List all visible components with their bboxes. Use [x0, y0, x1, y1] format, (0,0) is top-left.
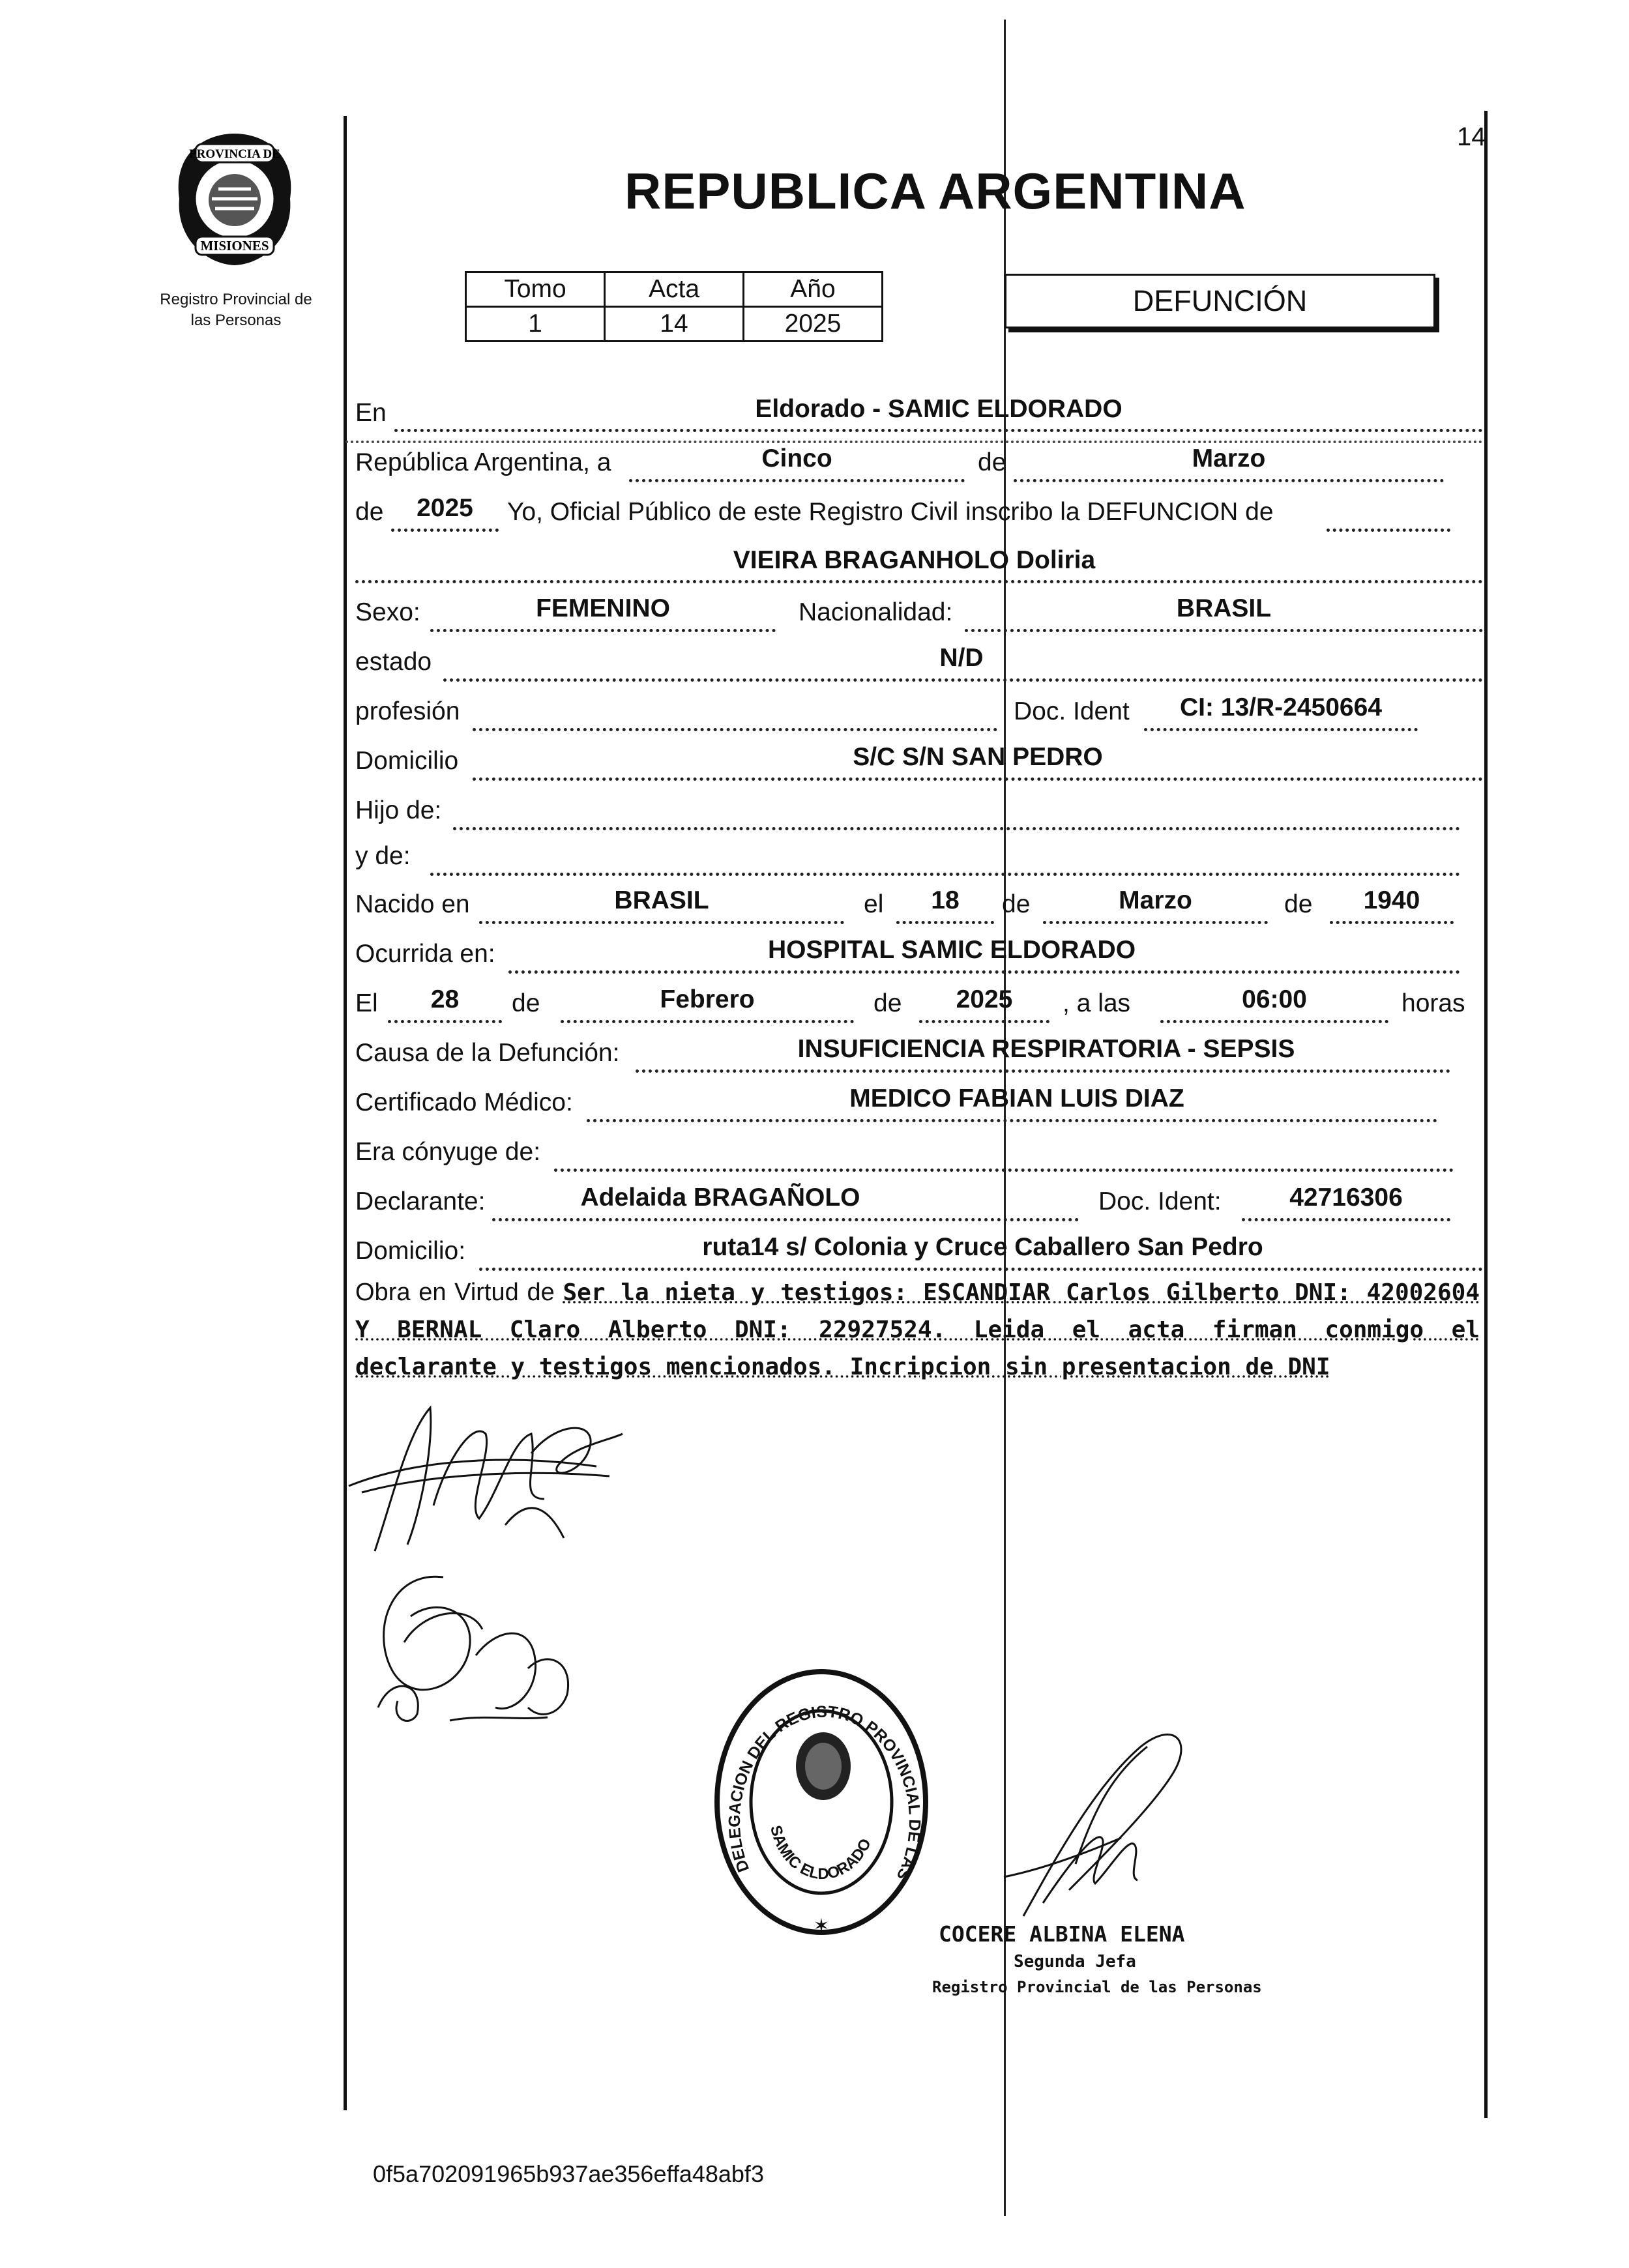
day-dots — [629, 479, 965, 482]
birth-year-value: 1940 — [1363, 886, 1420, 914]
death-de2-label: de — [873, 989, 902, 1017]
issuer-name-line1: Registro Provincial de — [160, 291, 312, 308]
declarant-signature — [336, 1395, 629, 1564]
estado-dots — [443, 678, 1483, 682]
right-border-line — [1484, 111, 1488, 2118]
causa-dots — [636, 1069, 1450, 1073]
death-month-value: Febrero — [660, 985, 755, 1013]
birth-day-dots — [896, 921, 994, 924]
de-label: de — [978, 448, 1006, 476]
profesion-label: profesión — [355, 697, 460, 725]
statement-text: Yo, Oficial Público de este Registro Civil inscribo la DEFUNCION de — [507, 498, 1274, 526]
profesion-dots — [473, 728, 997, 731]
certificado-label: Certificado Médico: — [355, 1088, 573, 1116]
birth-year-dots — [1330, 921, 1454, 924]
ref-value-tomo: 1 — [466, 307, 605, 342]
death-day-dots — [388, 1020, 502, 1023]
separator — [345, 441, 1483, 443]
ref-value-anio: 2025 — [744, 307, 883, 342]
a-las-label: , a las — [1063, 989, 1131, 1017]
causa-label: Causa de la Defunción: — [355, 1039, 620, 1067]
declarante-doc-value: 42716306 — [1289, 1184, 1403, 1212]
birth-day-value: 18 — [931, 886, 960, 914]
name-dots — [355, 580, 1483, 583]
month-value: Marzo — [1192, 444, 1266, 472]
witness-signature — [365, 1558, 587, 1734]
estado-value: N/D — [939, 644, 984, 672]
declarante-dots — [492, 1218, 1079, 1221]
declarante-doc-label: Doc. Ident: — [1098, 1187, 1222, 1215]
el-label: el — [864, 890, 884, 918]
death-day-value: 28 — [430, 985, 460, 1013]
death-time-dots — [1160, 1020, 1388, 1023]
ocurrida-dots — [508, 970, 1460, 974]
officer-name: COCERE ALBINA ELENA — [939, 1921, 1185, 1947]
horas-label: horas — [1402, 989, 1465, 1017]
year-dots — [391, 529, 499, 532]
domicilio-value: S/C S/N SAN PEDRO — [853, 743, 1103, 771]
de-year-label: de — [355, 498, 384, 526]
nacido-en-value: BRASIL — [614, 886, 709, 914]
official-stamp — [707, 1662, 935, 1949]
document-hash: 0f5a702091965b937ae356effa48abf3 — [373, 2160, 764, 2187]
reference-table — [465, 271, 883, 342]
en-value: Eldorado - SAMIC ELDORADO — [755, 395, 1123, 423]
sexo-dots — [430, 629, 776, 632]
domicilio-dots — [473, 778, 1483, 781]
officer-office: Registro Provincial de las Personas — [932, 1978, 1262, 1996]
left-border-line — [344, 116, 347, 2110]
statement-dots — [1327, 529, 1450, 532]
province-seal — [166, 127, 303, 270]
domicilio2-value: ruta14 s/ Colonia y Cruce Caballero San Pedro — [702, 1233, 1263, 1261]
certificado-dots — [587, 1119, 1437, 1122]
ocurrida-value: HOSPITAL SAMIC ELDORADO — [767, 936, 1136, 964]
document-type-box: DEFUNCIÓN — [1005, 274, 1435, 328]
sexo-value: FEMENINO — [536, 594, 670, 622]
obra-text: Ser la nieta y testigos: ESCANDIAR Carlos Gilberto DNI: 42002604 Y BERNAL Claro Alberto DNI: 22927524. Leida el acta firman conmigo el declarante y testigos mencionados. Incripcion sin presentacion de DNI — [355, 1279, 1480, 1380]
doc-ident-value: CI: 13/R-2450664 — [1179, 693, 1383, 721]
birth-month-dots — [1043, 921, 1268, 924]
year-value: 2025 — [417, 494, 473, 522]
death-de-label: de — [512, 989, 540, 1017]
ref-value-acta: 14 — [605, 307, 744, 342]
seal-text-top: PROVINCIA DE — [189, 147, 280, 161]
en-dots — [394, 429, 1483, 432]
declarante-label: Declarante: — [355, 1187, 486, 1215]
declarante-doc-dots — [1242, 1218, 1450, 1221]
officer-signature — [997, 1708, 1193, 1929]
nacido-label: Nacido en — [355, 890, 470, 918]
obra-label: Obra en Virtud de — [355, 1279, 555, 1306]
birth-de2-label: de — [1284, 890, 1313, 918]
causa-value: INSUFICIENCIA RESPIRATORIA - SEPSIS — [797, 1035, 1295, 1063]
declarante-value: Adelaida BRAGAÑOLO — [580, 1184, 860, 1212]
obra-paragraph — [355, 1274, 1480, 1386]
nacido-dots — [479, 921, 844, 924]
ref-header-tomo: Tomo — [466, 272, 605, 307]
month-dots — [1014, 479, 1444, 482]
birth-month-value: Marzo — [1119, 886, 1192, 914]
republica-label: República Argentina, a — [355, 448, 611, 476]
en-label: En — [355, 399, 387, 427]
officer-role: Segunda Jefa — [1014, 1952, 1136, 1971]
doc-ident-label: Doc. Ident — [1014, 697, 1130, 725]
seal-text-bottom: MISIONES — [200, 238, 269, 254]
certificado-value: MEDICO FABIAN LUIS DIAZ — [849, 1084, 1184, 1112]
estado-label: estado — [355, 648, 432, 676]
sexo-label: Sexo: — [355, 598, 420, 626]
domicilio2-dots — [479, 1268, 1483, 1271]
nacionalidad-value: BRASIL — [1176, 594, 1272, 622]
domicilio2-label: Domicilio: — [355, 1237, 466, 1265]
ref-header-anio: Año — [744, 272, 883, 307]
page-number: 14 — [1457, 123, 1486, 151]
svg-text:✶: ✶ — [813, 1915, 830, 1937]
y-de-dots — [430, 873, 1460, 876]
death-month-dots — [561, 1020, 854, 1023]
death-year-dots — [919, 1020, 1049, 1023]
nacionalidad-label: Nacionalidad: — [799, 598, 953, 626]
stamp-ring-text: DELEGACION DEL REGISTRO PROVINCIAL DE LAS — [725, 1702, 924, 1883]
stamp-inner-text: SAMIC ELDORADO — [767, 1824, 875, 1883]
deceased-name-value: VIEIRA BRAGANHOLO Doliria — [733, 546, 1096, 574]
birth-de-label: de — [1002, 890, 1031, 918]
nacionalidad-dots — [965, 629, 1483, 632]
day-words-value: Cinco — [761, 444, 832, 472]
doc-ident-dots — [1144, 728, 1418, 731]
ocurrida-label: Ocurrida en: — [355, 940, 495, 968]
ref-header-acta: Acta — [605, 272, 744, 307]
conyuge-dots — [554, 1169, 1454, 1172]
hijo-dots — [453, 827, 1460, 830]
el-death-label: El — [355, 989, 378, 1017]
conyuge-label: Era cónyuge de: — [355, 1138, 541, 1166]
death-year-value: 2025 — [956, 985, 1013, 1013]
hijo-label: Hijo de: — [355, 796, 442, 824]
y-de-label: y de: — [355, 842, 411, 870]
domicilio-label: Domicilio — [355, 747, 459, 775]
page-title: REPUBLICA ARGENTINA — [624, 162, 1246, 220]
issuer-name-line2: las Personas — [190, 312, 282, 329]
death-time-value: 06:00 — [1242, 985, 1307, 1013]
